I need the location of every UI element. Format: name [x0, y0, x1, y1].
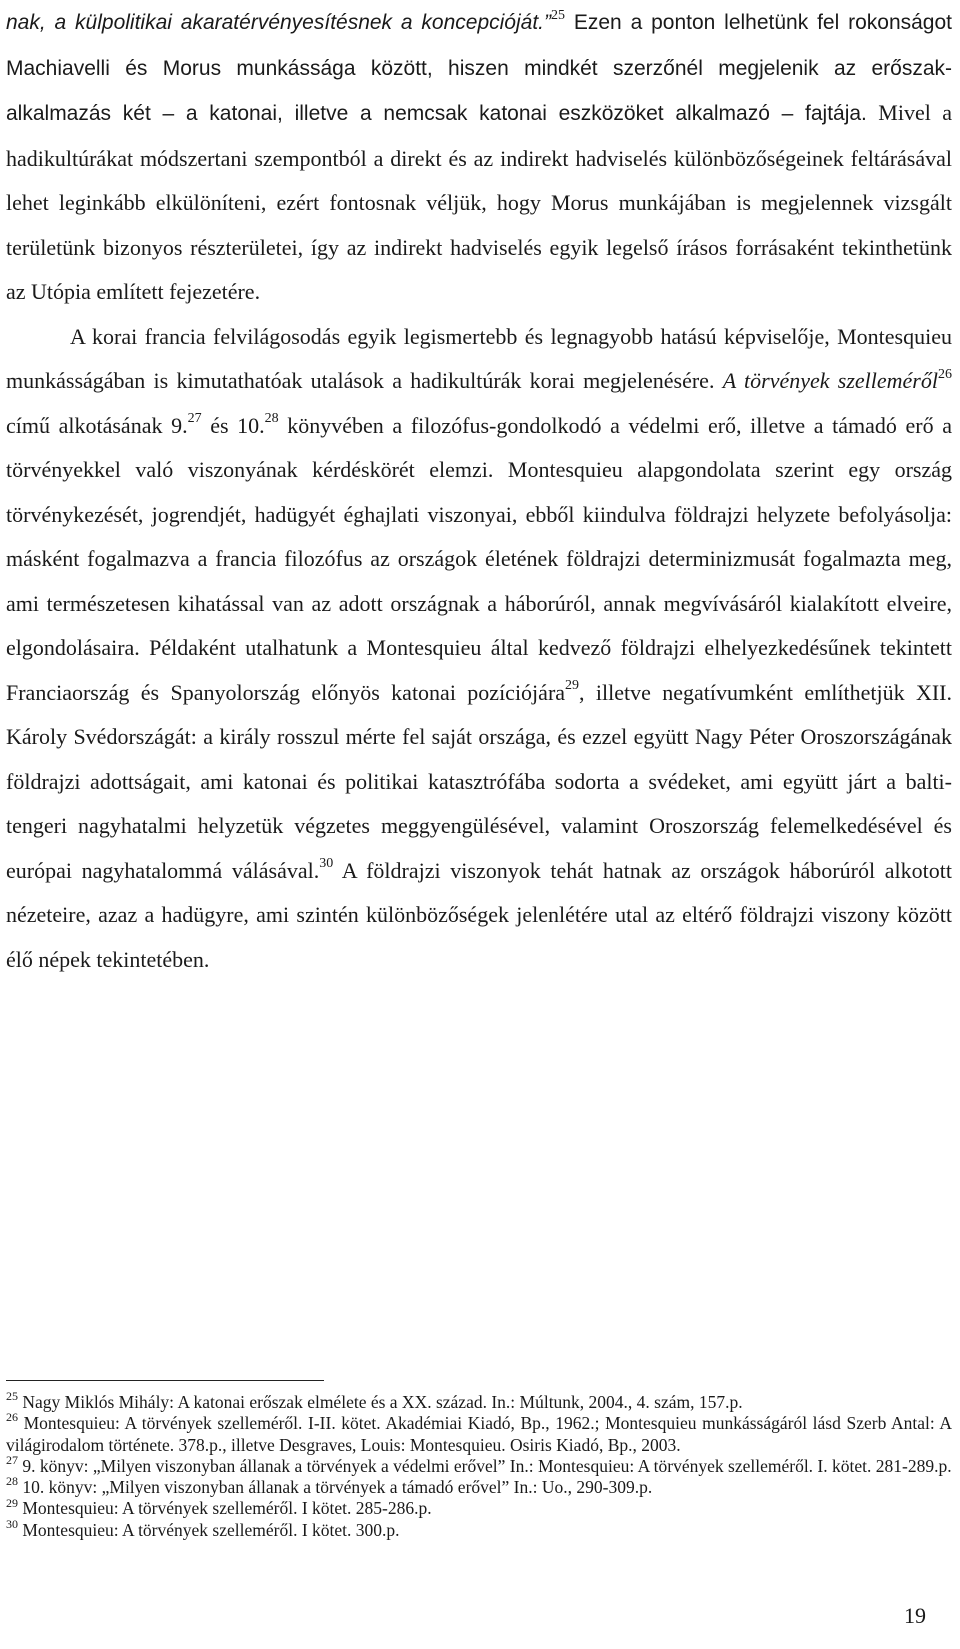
footnote-ref-26: 26 — [938, 366, 952, 382]
footnote-29 — [6, 1495, 952, 1519]
page-number: 19 — [904, 1603, 926, 1628]
footnote-text: Montesquieu: A törvények szelleméről. I kötet. 285-286.p. — [18, 1498, 432, 1519]
closing-quote: ” — [544, 11, 552, 34]
italic-fragment: nak, a külpolitikai akaratérvényesítésnek a koncepcióját. — [6, 11, 545, 34]
footnote-text: 10. könyv: „Milyen viszonyban állanak a törvények a támadó erővel” In.: Uo., 290-309.p. — [18, 1477, 653, 1498]
footnotes — [6, 1389, 952, 1541]
paragraph-2-text-4: könyvében a filozófus-gondolkodó a védelmi erő, illetve a támadó erő a törvényekkel való viszonyának kérdéskörét elemzi. Montesquieu alapgondolata szerint egy ország törvénykezését, jogrendjét, hadügyét éghajlati viszonyai, ebből kiindulva földrajzi helyzete befolyásolja: másként fogalmazva a francia filozófus az országok életének földrajzi determinizmusát fogalmazta meg, ami természetesen kihatással van az adott országnak a háborúról, annak megvívásáról kialakított elveire, elgondolásaira. Példaként utalhatunk a Montesquieu által kedvező földrajzi elhelyezkedésűnek tekintett Franciaország és Spanyolország előnyös katonai pozíciójára — [6, 412, 952, 705]
footnote-ref-28: 28 — [264, 411, 279, 427]
paragraph-2-text-6: A földrajzi viszonyok tehát hatnak az országok háborúról alkotott nézeteire, azaz a hadügyre, ami szintén különbözőségek jelenlétére utal az eltérő földrajzi viszony között élő népek tekintetében. — [6, 857, 952, 972]
footnote-text: Montesquieu: A törvények szelleméről. I kötet. 300.p. — [18, 1519, 400, 1540]
footnote-text: 9. könyv: „Milyen viszonyban állanak a törvények a védelmi erővel” In.: Montesquieu: A törvények szelleméről. I. kötet. 281-289.p. — [18, 1455, 952, 1476]
footnote-number: 28 — [6, 1474, 18, 1489]
paragraph-2 — [6, 315, 952, 983]
paragraph-1-text: Mivel a hadikultúrákat módszertani szempontból a direkt és az indirekt hadviselés különbözőségeinek feltárásával lehet leginkább elkülöníteni, ezért fontosnak véljük, hogy Morus munkájában is megjelennek vizsgált területünk bizonyos részterületei, így az indirekt hadviselés egyik legelső írásos forrásaként tekinthetünk az Utópia említett fejezetére. — [6, 100, 952, 304]
paragraph-1 — [6, 0, 952, 315]
footnote-27 — [6, 1453, 952, 1477]
paragraph-1-sans-text: Ezen a ponton lelhetünk fel rokonságot Machiavelli és Morus munkássága között, hiszen mindkét szerzőnél megjelenik az erőszak-alkalmazás két – a katonai, illetve a nemcsak katonai eszközöket alkalmazó – fajtája. — [6, 11, 952, 125]
book-title: A törvények szelleméről — [722, 368, 938, 393]
footnote-30 — [6, 1516, 952, 1541]
footnote-ref-29: 29 — [565, 678, 580, 694]
footnote-number: 25 — [6, 1389, 18, 1404]
footnote-26 — [6, 1410, 952, 1456]
paragraph-2-text-2: című alkotásának 9. — [6, 412, 188, 438]
body-text — [6, 0, 952, 982]
footnote-number: 30 — [6, 1516, 18, 1531]
paragraph-2-text-5: , illetve negatívumként említhetjük XII. Károly Svédországát: a király rosszul mérte fel saját országa, és ezzel együtt Nagy Péter Oroszországának földrajzi adottságait, ami katonai és politikai katasztrófába sodorta a svédeket, ami együtt járt a balti-tengeri nagyhatalmi helyzetük végzetes meggyengülésével, valamint Oroszország felemelkedésével és európai nagyhatalommá válásával. — [6, 679, 952, 883]
footnote-25 — [6, 1389, 952, 1413]
paragraph-2-text-3: és 10. — [201, 412, 265, 438]
footnote-ref-30: 30 — [319, 856, 334, 872]
footnote-ref-27: 27 — [187, 411, 202, 427]
footnote-separator — [6, 1380, 324, 1381]
footnote-text: Montesquieu: A törvények szelleméről. I-II. kötet. Akadémiai Kiadó, Bp., 1962.; Montesquieu munkásságáról lásd Szerb Antal: A világirodalom története. 378.p., illetve Desgraves, Louis: Montesquieu. Osiris Kiadó, Bp., 2003. — [6, 1413, 952, 1455]
paragraph-2-text-1: A korai francia felvilágosodás egyik legismertebb és legnagyobb hatású képviselője, Montesquieu munkásságában is kimutathatóak utalások a hadikultúrák korai megjelenésére. — [6, 323, 952, 393]
footnote-28 — [6, 1474, 952, 1498]
footnote-number: 26 — [6, 1410, 18, 1425]
footnote-number: 29 — [6, 1495, 18, 1510]
footnote-number: 27 — [6, 1453, 18, 1468]
footnote-text: Nagy Miklós Mihály: A katonai erőszak elmélete és a XX. század. In.: Múltunk, 2004., 4. szám, 157.p. — [18, 1392, 743, 1412]
footnote-ref-25: 25 — [551, 7, 566, 23]
